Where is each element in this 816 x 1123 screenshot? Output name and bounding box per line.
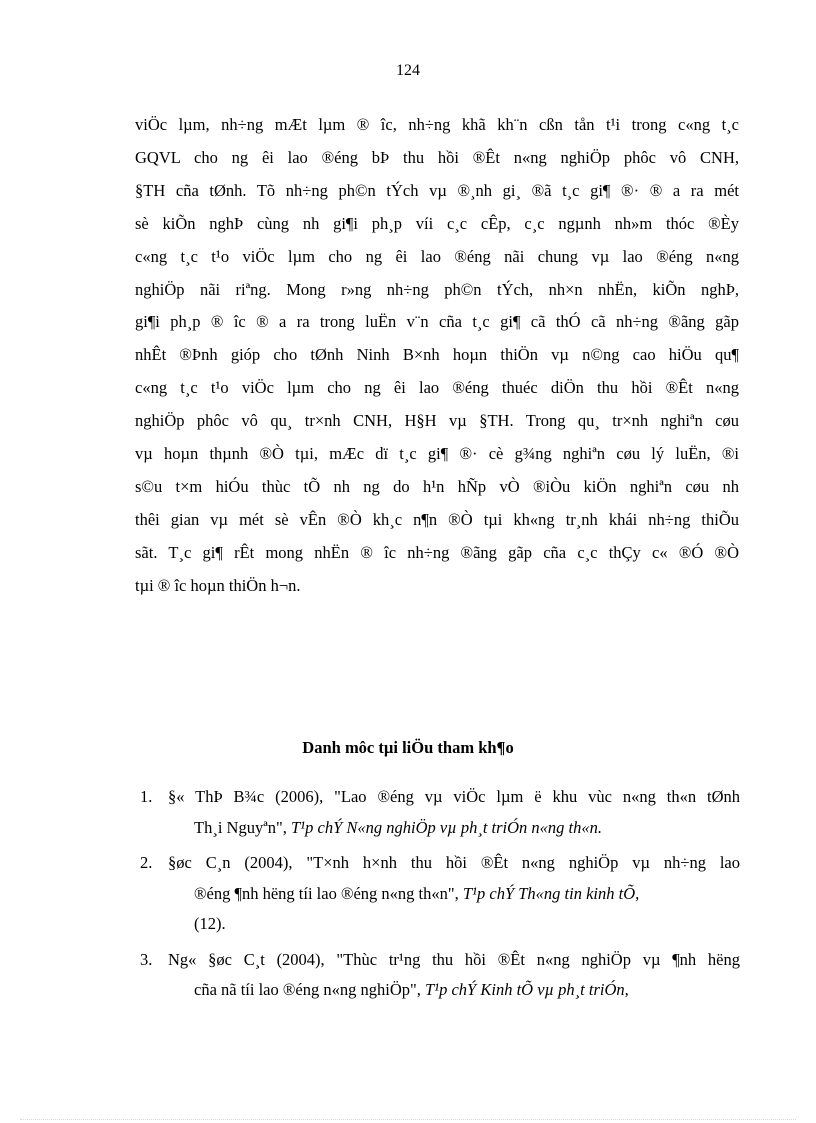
reference-list [140, 782, 740, 1011]
reference-line: Ng« §øc C¸t (2004), "Thùc tr¹ng thu hồi ®Êt n«ng nghiÖp vµ ¶nh hëng [168, 949, 740, 969]
body-line: c«ng t¸c t¹o viÖc lµm cho ng êi lao ®éng nãi chung vµ lao ®éng n«ng [135, 246, 739, 266]
reference-line [168, 975, 740, 1006]
body-line: nhÊt ®Þnh gióp cho tØnh Ninh B×nh hoµn thiÖn vµ n©ng cao hiÖu qu¶ [135, 345, 739, 365]
body-line: §TH cña tØnh. Tõ nh÷ng ph©n tÝch vµ ®¸nh gi¸ ®ã t¸c gi¶ ®· ® a ra mét [135, 180, 739, 200]
reference-line: (12). [194, 914, 226, 933]
body-line: c«ng t¸c t¹o viÖc lµm cho ng êi lao ®éng thuéc diÖn thu hồi ®Êt n«ng [135, 378, 739, 398]
reference-item [140, 782, 740, 843]
body-line: thêi gian vµ mét sè vÊn ®Ò kh¸c n¶n ®Ò tµi kh«ng tr¸nh khái nh÷ng thiÕu [135, 509, 739, 529]
body-line: tµi ® îc hoµn thiÖn h¬n. [135, 575, 301, 595]
reference-number: 2. [140, 853, 153, 872]
reference-line [168, 813, 740, 844]
body-line: GQVL cho ng êi lao ®éng bÞ thu hồi ®Êt n«ng nghiÖp phôc vô CNH, [135, 147, 739, 167]
reference-number: 3. [140, 949, 153, 969]
reference-text: Th¸i Nguyªn", [194, 817, 291, 837]
reference-item [140, 848, 740, 940]
reference-line: §« ThÞ B¾c (2006), "Lao ®éng vµ viÖc lµm ë khu vùc n«ng th«n tØnh [168, 787, 740, 806]
body-line: nghiÖp phôc vô qu¸ tr×nh CNH, H§H vµ §TH. Trong qu¸ tr×nh nghiªn cøu [135, 411, 739, 431]
reference-source: T¹p chÝ Th«ng tin kinh tÕ, [462, 883, 640, 903]
body-line: viÖc lµm, nh÷ng mÆt lµm ® îc, nh÷ng khã kh¨n cßn tån t¹i trong c«ng t¸c [135, 115, 739, 134]
page-bottom-border [20, 1119, 796, 1120]
body-line: nghiÖp nãi riªng. Mong r»ng nh÷ng ph©n tÝch, nh×n nhËn, kiÕn nghÞ, [135, 279, 739, 299]
body-paragraph [135, 109, 739, 603]
body-line: sè kiÕn nghÞ cùng nh gi¶i ph¸p víi c¸c cÊp, c¸c ngµnh nh»m thóc ®Èy [135, 213, 739, 233]
reference-number: 1. [140, 787, 153, 806]
reference-text: ®éng ¶nh hëng tíi lao ®éng n«ng th«n", [194, 883, 463, 903]
reference-source: T¹p chÝ N«ng nghiÖp vµ ph¸t triÓn n«ng th«n. [291, 817, 603, 837]
reference-text: cña nã tíi lao ®éng n«ng nghiÖp", [194, 980, 425, 999]
reference-line: §øc C¸n (2004), "T×nh h×nh thu hồi ®Êt n«ng nghiÖp vµ nh÷ng lao [168, 853, 740, 872]
body-line: s©u t×m hiÓu thùc tÕ nh ng do h¹n hÑp vÒ ®iÒu kiÖn nghiªn cøu nh [135, 476, 739, 496]
body-line: vµ hoµn thµnh ®Ò tµi, mÆc dï t¸c gi¶ ®· cè g¾ng nghiªn cøu lý luËn, ®i [135, 444, 739, 464]
reference-source: T¹p chÝ Kinh tÕ vµ ph¸t triÓn, [424, 980, 629, 999]
reference-line [168, 879, 740, 910]
body-line: sãt. T¸c gi¶ rÊt mong nhËn ® îc nh÷ng ®ãng gãp cña c¸c thÇy c« ®Ó ®Ò [135, 542, 739, 562]
page-number: 124 [396, 62, 420, 79]
reference-item [140, 945, 740, 1006]
references-title: Danh môc tµi liÖu tham kh¶o [302, 738, 514, 757]
body-line: gi¶i ph¸p ® îc ® a ra trong luËn v¨n cña t¸c gi¶ cã thÓ cã nh÷ng ®ãng gãp [135, 312, 739, 332]
